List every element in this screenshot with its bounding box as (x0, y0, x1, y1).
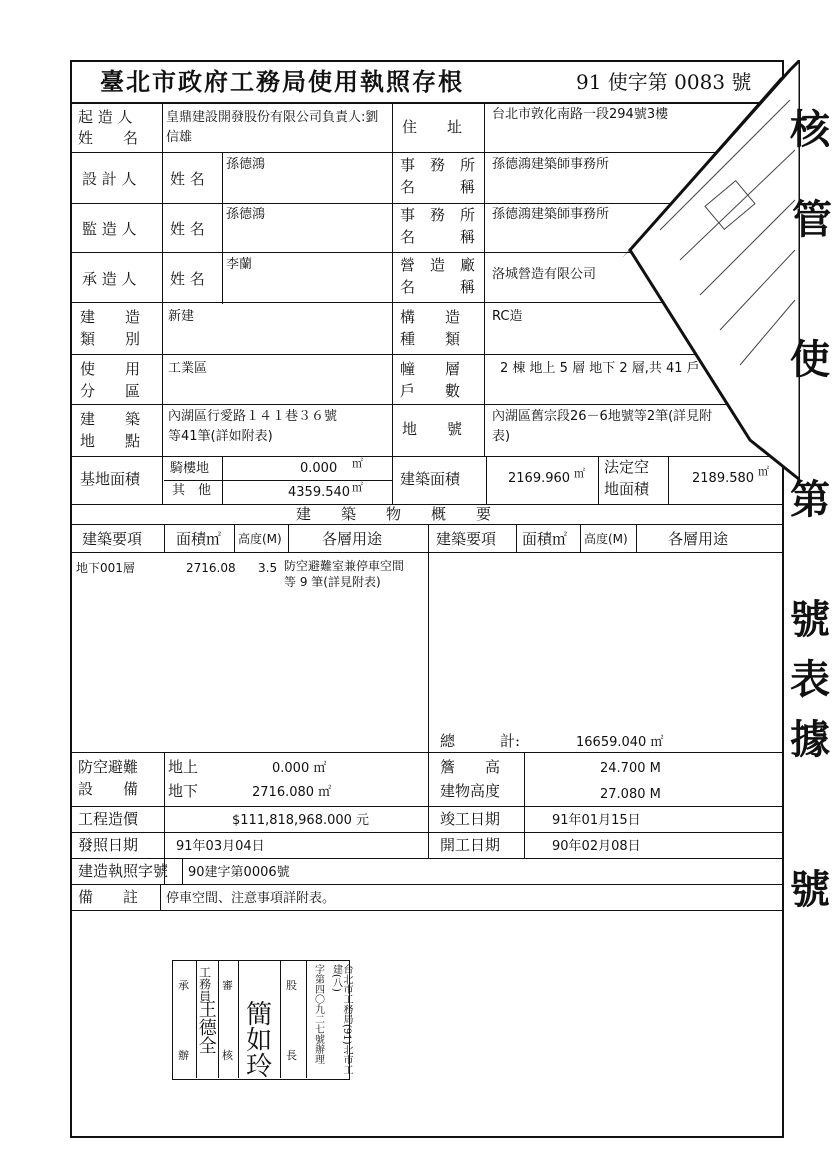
edge-fragment-4: 第 (790, 476, 830, 523)
zone-value: 工業區 (168, 361, 208, 376)
building-height-value: 27.080 M (600, 787, 661, 802)
edge-fragment-3: 使 (790, 336, 830, 383)
shelter-below-value: 2716.080 ㎡ (252, 785, 332, 800)
frame-bottom (70, 1136, 784, 1138)
summary-entry-use-1: 防空避難室兼停車空間 (284, 559, 405, 573)
build-type-label-2: 類 別 (80, 330, 141, 348)
site-label-2: 地 點 (80, 432, 141, 450)
summary-col-height-right: 高度(M) (584, 532, 628, 546)
summary-title: 建 築 物 概 要 (296, 505, 492, 523)
edge-fragment-6: 表 (790, 656, 830, 703)
start-date-value: 90年02月08日 (552, 839, 641, 854)
build-type-label-1: 建 造 (80, 308, 141, 326)
designer-office: 孫德鴻建築師事務所 (492, 157, 610, 172)
cost-label: 工程造價 (78, 810, 139, 828)
issue-date-value: 91年03月04日 (176, 839, 265, 854)
lot-value-line2: 表) (492, 429, 511, 444)
legal-open-value: 2189.580 (692, 471, 755, 486)
eave-value: 24.700 M (600, 761, 661, 776)
building-area-unit: ㎡ (574, 467, 585, 480)
edge-fragment-5: 號 (790, 596, 830, 643)
stamp-reference-2: 字第四〇九二七號辦理 (312, 964, 324, 1064)
summary-col-height-left: 高度(M) (238, 532, 282, 546)
supervisor-name: 孫德鴻 (226, 207, 266, 222)
permit-number: 91 使字第 0083 號 (576, 70, 752, 94)
edge-fragment-1: 核 (790, 106, 830, 153)
building-area-label: 建築面積 (400, 470, 461, 488)
building-height-label: 建物高度 (440, 782, 501, 800)
address-label: 住 址 (402, 118, 463, 136)
contractor-name: 李蘭 (226, 257, 253, 272)
floors-label-1: 幢 層 (400, 360, 461, 378)
frame-left (70, 60, 72, 1138)
site-area-label: 基地面積 (80, 470, 141, 488)
issue-date-label: 發照日期 (78, 836, 139, 854)
stamp-auditor-name: 簡如玲 (241, 1000, 272, 1078)
edge-fragment-7: 據 (790, 716, 830, 763)
designer-office-label-1: 事 務 所 (400, 156, 476, 174)
shelter-above-value: 0.000 ㎡ (272, 761, 327, 776)
supervisor-label: 監 造 人 (82, 220, 137, 238)
summary-total-value: 16659.040 ㎡ (576, 735, 664, 750)
contractor-office-label-1: 營 造 廠 (400, 256, 476, 274)
contractor-label: 承 造 人 (82, 270, 137, 288)
summary-col-item-left: 建築要項 (82, 530, 143, 548)
build-type-value: 新建 (168, 309, 195, 324)
shelter-above-label: 地上 (168, 758, 199, 776)
other-value: 4359.540 (288, 485, 351, 500)
edge-fragment-2: 管 (792, 196, 832, 243)
site-value-line2: 等41筆(詳如附表) (168, 429, 273, 444)
summary-entry-item: 地下001層 (76, 561, 135, 575)
shelter-label-1: 防空避難 (78, 758, 139, 776)
applicant-value: 皇鼎建設開發股份有限公司負責人:劉信雄 (166, 110, 379, 145)
applicant-label-2: 姓 名 (78, 129, 139, 147)
edge-fragment-8: 號 (790, 866, 830, 913)
stamp-officer-label-1: 承 (178, 979, 189, 992)
document-title: 臺北市政府工務局使用執照存根 (100, 67, 464, 96)
supervisor-office: 孫德鴻建築師事務所 (492, 207, 610, 222)
zone-label-2: 分 區 (80, 382, 141, 400)
shelter-below-label: 地下 (168, 782, 199, 800)
summary-col-use-left: 各層用途 (322, 530, 383, 548)
structure-value: RC造 (492, 309, 523, 324)
designer-office-label-2: 名 稱 (400, 178, 476, 196)
site-value-line1: 內湖區行愛路１４１巷３６號 (168, 409, 338, 424)
stamp-chief-label-2: 長 (286, 1049, 297, 1062)
remark-label: 備 註 (78, 888, 139, 906)
permit-no-value: 90建字第0006號 (188, 865, 290, 880)
summary-col-item-right: 建築要項 (436, 530, 497, 548)
contractor-office-label-2: 名 稱 (400, 278, 476, 296)
structure-label-2: 種 類 (400, 330, 461, 348)
stamp-auditor-label-1: 審 (222, 979, 233, 992)
designer-label: 設 計 人 (82, 170, 137, 188)
site-label-1: 建 築 (80, 410, 141, 428)
other-label: 其 他 (172, 483, 212, 498)
stamp-officer-title: 工務員 (197, 966, 212, 1002)
structure-label-1: 構 造 (400, 308, 461, 326)
start-date-label: 開工日期 (440, 836, 501, 854)
floors-value: 2 棟 地上 5 層 地下 2 層,共 41 戶 (500, 361, 700, 376)
applicant-label-1: 起 造 人 (78, 108, 133, 126)
cost-value: $111,818,968.000 元 (232, 813, 370, 828)
legal-open-label-2: 地面積 (604, 480, 650, 498)
arcade-label: 騎樓地 (170, 461, 210, 476)
shelter-label-2: 設 備 (78, 780, 139, 798)
designer-name: 孫德鴻 (226, 157, 266, 172)
finish-date-value: 91年01月15日 (552, 813, 641, 828)
floors-label-2: 戶 數 (400, 382, 461, 400)
summary-entry-use-2: 等 9 筆(詳見附表) (284, 575, 381, 589)
legal-open-unit: ㎡ (758, 465, 769, 478)
stamp-chief-label-1: 股 (286, 979, 297, 992)
summary-col-area-left: 面積㎡ (176, 530, 222, 548)
eave-label: 簷 高 (440, 758, 501, 776)
contractor-name-label: 姓 名 (170, 270, 205, 288)
stamp-reference-1: 台北市工務局(91)北市工建(八) (330, 964, 352, 1075)
stamp-officer-label-2: 辦 (178, 1049, 189, 1062)
finish-date-label: 竣工日期 (440, 810, 501, 828)
summary-col-use-right: 各層用途 (668, 530, 729, 548)
zone-label-1: 使 用 (80, 360, 141, 378)
remark-value: 停車空間、注意事項詳附表。 (166, 891, 336, 906)
designer-name-label: 姓 名 (170, 170, 205, 188)
supervisor-office-label-2: 名 稱 (400, 228, 476, 246)
summary-total-label: 總 計: (440, 732, 521, 750)
stamp-auditor-label-2: 核 (222, 1049, 233, 1062)
summary-entry-height: 3.5 (258, 561, 278, 575)
stamp-officer-name: 王德全 (195, 1000, 217, 1054)
scan-fold-artifact (600, 60, 800, 480)
supervisor-name-label: 姓 名 (170, 220, 205, 238)
supervisor-office-label-1: 事 務 所 (400, 206, 476, 224)
arcade-value: 0.000 (300, 461, 338, 476)
address-value: 台北市敦化南路一段294號3樓 (492, 107, 669, 122)
summary-entry-area: 2716.08 (186, 561, 236, 575)
summary-col-area-right: 面積㎡ (522, 530, 568, 548)
permit-no-label: 建造執照字號 (78, 862, 169, 880)
building-area-value: 2169.960 (508, 471, 571, 486)
legal-open-label-1: 法定空 (604, 458, 650, 476)
lot-value-line1: 內湖區舊宗段26－6地號等2筆(詳見附 (492, 409, 713, 424)
arcade-unit: ㎡ (352, 457, 363, 470)
contractor-office: 洛城營造有限公司 (492, 267, 597, 282)
other-unit: ㎡ (352, 481, 363, 494)
lot-label: 地 號 (402, 420, 463, 438)
